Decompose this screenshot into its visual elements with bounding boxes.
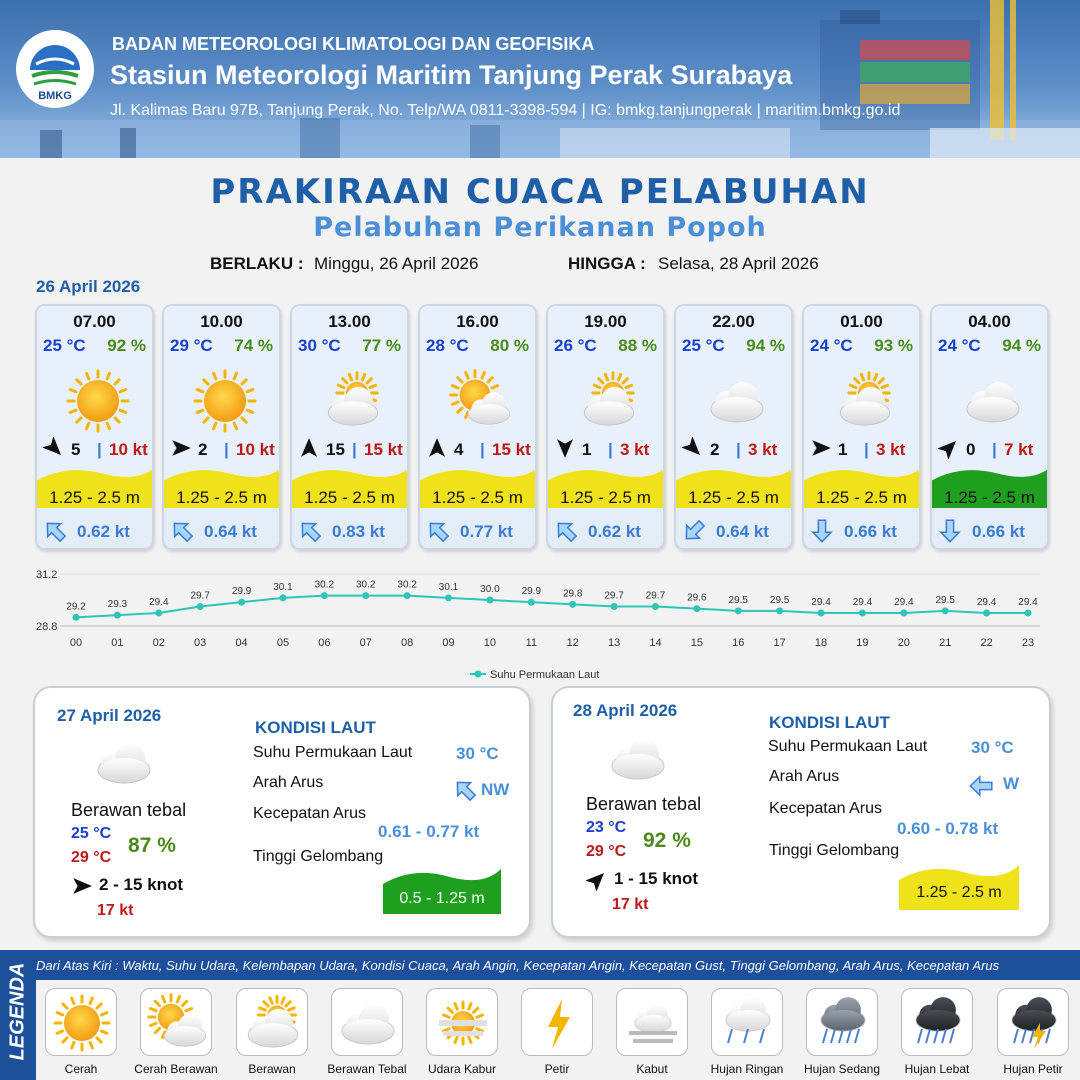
day2-sst-label: Suhu Permukaan Laut [253,744,413,761]
forecast-temp: 24 °C [810,336,853,355]
chart-data-label: 29.4 [852,597,873,608]
legend-item [521,988,593,1056]
forecast-card [674,304,793,550]
chart-xtick-label: 06 [318,637,331,649]
berlaku-value: Minggu, 26 April 2026 [314,254,479,273]
wave-height: 1.25 - 2.5 m [304,488,395,507]
header-banner [0,0,1080,158]
port-name: Pelabuhan Perikanan Popoh [313,212,767,243]
gust-speed: 3 kt [748,440,778,459]
day2-sst: 30 °C [456,744,499,763]
berawan-tebal-icon [958,366,1028,436]
legend-label: Berawan Tebal [327,1062,407,1076]
legend-item [45,988,117,1056]
hujan-sedang-icon [813,993,873,1053]
current-speed: 0.83 kt [332,522,385,541]
station-address: Jl. Kalimas Baru 97B, Tanjung Perak, No. Telp/WA 0811-3398-594 | IG: bmkg.tanjungperak | maritim.bmkg.go.id [110,102,901,119]
wind-direction-icon [298,437,320,459]
chart-xtick-label: 01 [111,637,124,649]
separator: | [224,440,229,459]
cerah-icon [52,993,112,1053]
legend-label: Berawan [248,1062,296,1076]
separator: | [352,440,357,459]
forecast-time: 07.00 [73,312,116,331]
wind-speed: 0 [966,440,976,459]
day2-arah: NW [481,780,510,799]
chart-data-point [569,601,576,608]
chart-xtick-label: 15 [690,637,703,649]
wind-direction-icon [810,437,832,459]
hujan-petir-icon [1004,993,1064,1053]
forecast-temp: 24 °C [938,336,981,355]
wave-height: 1.25 - 2.5 m [432,488,523,507]
separator: | [992,440,997,459]
hingga-label: HINGGA : [568,254,646,273]
legend-label: Hujan Sedang [803,1062,881,1076]
day2-temp-min: 25 °C [71,825,112,842]
forecast-temp: 26 °C [554,336,597,355]
forecast-temp: 25 °C [43,336,86,355]
chart-data-label: 29.4 [894,597,914,608]
day3-temp-max: 29 °C [586,843,627,860]
day2-weather-icon [91,734,157,790]
chart-data-point [611,603,618,610]
forecast-card [802,304,921,550]
day3-wave: 1.25 - 2.5 m [916,884,1002,901]
page-title: PRAKIRAAN CUACA PELABUHAN [210,172,870,212]
forecast-time: 22.00 [712,312,755,331]
day3-temp-min: 23 °C [586,819,627,836]
current-speed: 0.64 kt [204,522,257,541]
forecast-humidity: 77 % [362,336,401,355]
forecast-humidity: 80 % [490,336,529,355]
day2-current-arrow-icon [453,778,477,802]
chart-data-point [776,607,783,614]
current-speed: 0.66 kt [972,522,1025,541]
legend-item [236,988,308,1056]
day3-panel [551,686,1051,938]
day3-arah: W [1003,774,1020,793]
wind-speed: 5 [71,440,81,459]
day3-sst-label: Suhu Permukaan Laut [768,738,928,755]
chart-xtick-label: 12 [566,637,579,649]
legend-item [806,988,878,1056]
wind-speed: 1 [582,440,592,459]
chart-data-label: 30.2 [314,579,335,591]
chart-data-label: 29.4 [811,597,831,608]
berawan-tebal-icon [702,366,772,436]
wind-direction-icon [682,437,704,459]
chart-data-point [652,603,659,610]
legend-label: Kabut [636,1062,668,1076]
chart-xtick-label: 05 [276,637,290,649]
chart-data-label: 29.8 [562,588,583,600]
wave-height: 1.25 - 2.5 m [176,488,267,507]
current-direction-icon [426,519,450,543]
day3-date: 28 April 2026 [573,701,678,720]
day2-panel [33,686,531,938]
gust-speed: 10 kt [236,440,275,459]
day2-wind-arrow-icon [71,875,93,897]
station-name: Stasiun Meteorologi Maritim Tanjung Perak Surabaya [110,60,793,90]
legend-item [711,988,783,1056]
day3-kec: 0.60 - 0.78 kt [897,819,999,838]
day2-kondisi-title: KONDISI LAUT [255,718,376,737]
chart-data-label: 30.1 [438,581,459,593]
chart-data-label: 29.7 [645,590,666,602]
chart-xtick-label: 07 [359,637,372,649]
legend-label: Cerah [64,1062,98,1076]
separator: | [480,440,485,459]
chart-data-point [900,610,907,617]
chart-xtick-label: 02 [152,637,165,649]
chart-data-point [279,594,286,601]
chart-ytick-label: 31.2 [36,569,58,581]
day2-temp-max: 29 °C [71,849,112,866]
legend-label: Cerah Berawan [134,1062,218,1076]
udara-kabur-icon [433,993,493,1053]
wave-height: 1.25 - 2.5 m [560,488,651,507]
cerah-icon [190,366,260,436]
day2-kec-label: Kecepatan Arus [253,805,366,822]
chart-xtick-label: 18 [814,637,828,649]
forecast-card [290,304,409,550]
forecast-temp: 29 °C [170,336,213,355]
chart-legend-marker [475,671,482,678]
forecast-card [546,304,665,550]
berawan-icon [574,366,644,436]
day2-arah-label: Arah Arus [253,774,324,791]
current-direction-icon [810,519,834,543]
chart-data-label: 29.7 [604,590,624,602]
wave-height: 1.25 - 2.5 m [944,488,1035,507]
chart-data-label: 29.5 [769,594,790,606]
forecast-humidity: 93 % [874,336,913,355]
forecast-time: 13.00 [328,312,371,331]
wind-speed: 4 [454,440,464,459]
bmkg-logo-icon [16,34,94,94]
day2-wind: 2 - 15 knot [99,875,184,894]
day2-gust: 17 kt [97,902,134,919]
day3-current-arrow-icon [969,774,993,798]
forecast-humidity: 74 % [234,336,273,355]
petir-icon [528,993,588,1053]
legend-description: Dari Atas Kiri : Waktu, Suhu Udara, Kelembapan Udara, Kondisi Cuaca, Arah Angin, Kecepatan Angin, Kecepatan Gust, Tinggi Gelombang, Arah Arus, Kecepatan Arus [36,958,1000,973]
current-direction-icon [43,519,67,543]
day2-tinggi-label: Tinggi Gelombang [253,848,384,865]
chart-data-label: 29.5 [728,594,748,606]
wind-speed: 2 [710,440,720,459]
chart-data-label: 29.4 [149,597,169,608]
organization-name: BADAN METEOROLOGI KLIMATOLOGI DAN GEOFISIKA [112,34,595,54]
chart-data-point [735,607,742,614]
chart-data-point [528,599,535,606]
day3-tinggi-label: Tinggi Gelombang [769,842,900,859]
current-speed: 0.62 kt [588,522,641,541]
chart-xtick-label: 21 [939,637,952,649]
day3-humidity: 92 % [643,829,691,852]
legend-label: Hujan Ringan [710,1062,784,1076]
current-direction-icon [554,519,578,543]
forecast-card [162,304,281,550]
separator: | [736,440,741,459]
legend-label: Petir [544,1062,570,1076]
berawan-tebal-icon [338,993,398,1053]
wind-speed: 1 [838,440,848,459]
wave-height: 1.25 - 2.5 m [688,488,779,507]
chart-xtick-label: 11 [525,637,538,649]
chart-xtick-label: 03 [194,637,207,649]
day3-kec-label: Kecepatan Arus [769,800,882,817]
legend-item [901,988,973,1056]
hingga-value: Selasa, 28 April 2026 [658,254,819,273]
current-direction-icon [298,519,322,543]
chart-legend-label: Suhu Permukaan Laut [490,669,600,681]
chart-data-point [983,610,990,617]
chart-series-line [76,596,1028,618]
current-speed: 0.66 kt [844,522,897,541]
forecast-humidity: 94 % [1002,336,1041,355]
wind-direction-icon [170,437,192,459]
current-speed: 0.77 kt [460,522,513,541]
chart-data-label: 29.3 [107,599,128,611]
gust-speed: 3 kt [876,440,906,459]
chart-data-label: 29.5 [935,594,955,606]
forecast-temp: 25 °C [682,336,725,355]
chart-data-point [486,597,493,604]
day3-gust: 17 kt [612,896,649,913]
bmkg-logo [16,30,94,108]
chart-data-point [818,610,825,617]
hujan-lebat-icon [908,993,968,1053]
berlaku-label: BERLAKU : [210,254,304,273]
chart-xtick-label: 17 [773,637,786,649]
chart-data-label: 29.9 [521,586,542,598]
chart-data-label: 29.9 [231,586,252,598]
chart-data-point [321,592,328,599]
chart-xtick-label: 08 [401,637,414,649]
chart-data-label: 30.2 [397,579,417,591]
gust-speed: 15 kt [492,440,531,459]
chart-data-label: 30.2 [356,579,376,591]
forecast-time: 01.00 [840,312,883,331]
chart-xtick-label: 19 [856,637,869,649]
forecast-temp: 30 °C [298,336,341,355]
forecast-time: 04.00 [968,312,1011,331]
separator: | [97,440,102,459]
chart-data-point [445,594,452,601]
chart-xtick-label: 14 [649,637,662,649]
chart-data-point [238,599,245,606]
legend-item [616,988,688,1056]
gust-speed: 7 kt [1004,440,1034,459]
current-direction-icon [938,519,962,543]
chart-ytick-label: 28.8 [36,621,58,633]
legend-item [140,988,212,1056]
day2-wave: 0.5 - 1.25 m [399,890,485,907]
chart-xtick-label: 20 [897,637,910,649]
legend-label: Udara Kabur [427,1062,497,1076]
legend-side-bar [0,950,36,1080]
forecast-time: 16.00 [456,312,499,331]
chart-data-point [155,610,162,617]
day1-date: 26 April 2026 [36,277,141,296]
kabut-icon [623,993,683,1053]
day3-kondisi-title: KONDISI LAUT [769,713,890,732]
day2-date: 27 April 2026 [57,706,162,725]
berawan-icon [830,366,900,436]
chart-data-point [1025,610,1032,617]
chart-xtick-label: 22 [980,637,993,649]
forecast-card [418,304,537,550]
separator: | [864,440,869,459]
chart-data-label: 30.0 [480,584,500,595]
day3-condition: Berawan tebal [586,794,702,814]
wind-speed: 2 [198,440,208,459]
chart-xtick-label: 04 [235,637,248,649]
gust-speed: 3 kt [620,440,650,459]
chart-data-point [859,610,866,617]
chart-data-label: 30.1 [273,581,293,593]
legend-label: Hujan Lebat [904,1062,970,1076]
legend-item [997,988,1069,1056]
wave-height: 1.25 - 2.5 m [49,488,140,507]
cerah-berawan-icon [147,993,207,1053]
forecast-humidity: 88 % [618,336,657,355]
forecast-humidity: 92 % [107,336,146,355]
forecast-temp: 28 °C [426,336,469,355]
forecast-time: 10.00 [200,312,243,331]
day3-weather-icon [605,730,671,786]
wind-direction-icon [554,437,576,459]
legend-label: Hujan Petir [1003,1062,1063,1076]
forecast-time: 19.00 [584,312,627,331]
chart-data-label: 29.4 [1018,597,1038,608]
chart-data-label: 29.2 [66,601,86,613]
wave-height: 1.25 - 2.5 m [816,488,907,507]
day3-sst: 30 °C [971,738,1014,757]
chart-data-point [693,605,700,612]
chart-data-label: 29.7 [190,590,210,602]
cerah-berawan-icon [446,366,516,436]
legend-title: LEGENDA [6,962,29,1061]
chart-data-point [73,614,80,621]
logo-text: BMKG [38,90,72,102]
chart-data-label: 29.6 [687,592,707,604]
forecast-humidity: 94 % [746,336,785,355]
chart-xtick-label: 23 [1021,637,1035,649]
day3-wind-arrow-icon [586,869,608,891]
sea-surface-temp-chart [0,560,1080,685]
current-speed: 0.62 kt [77,522,130,541]
wind-direction-icon [938,437,960,459]
wind-direction-icon [426,437,448,459]
day2-humidity: 87 % [128,834,176,857]
chart-xtick-label: 16 [732,637,745,649]
gust-speed: 15 kt [364,440,403,459]
gust-speed: 10 kt [109,440,148,459]
chart-xtick-label: 10 [483,637,497,649]
current-speed: 0.64 kt [716,522,769,541]
current-direction-icon [170,519,194,543]
legend-item [426,988,498,1056]
berawan-icon [318,366,388,436]
day3-wind: 1 - 15 knot [614,869,699,888]
chart-xtick-label: 13 [607,637,621,649]
chart-xtick-label: 00 [69,637,83,649]
chart-data-point [114,612,121,619]
chart-data-point [942,607,949,614]
day2-condition: Berawan tebal [71,800,187,820]
cerah-icon [63,366,133,436]
day2-kec: 0.61 - 0.77 kt [378,822,480,841]
chart-data-label: 29.4 [976,597,997,608]
chart-data-point [362,592,369,599]
legend-item [331,988,403,1056]
chart-data-point [197,603,204,610]
chart-data-point [404,592,411,599]
forecast-card [35,304,154,550]
chart-xtick-label: 09 [442,637,455,649]
separator: | [608,440,613,459]
hujan-ringan-icon [718,993,778,1053]
day3-arah-label: Arah Arus [769,768,840,785]
wind-direction-icon [43,437,65,459]
current-direction-icon [682,519,706,543]
berawan-icon [243,993,303,1053]
forecast-card [930,304,1049,550]
wind-speed: 15 [326,440,345,459]
